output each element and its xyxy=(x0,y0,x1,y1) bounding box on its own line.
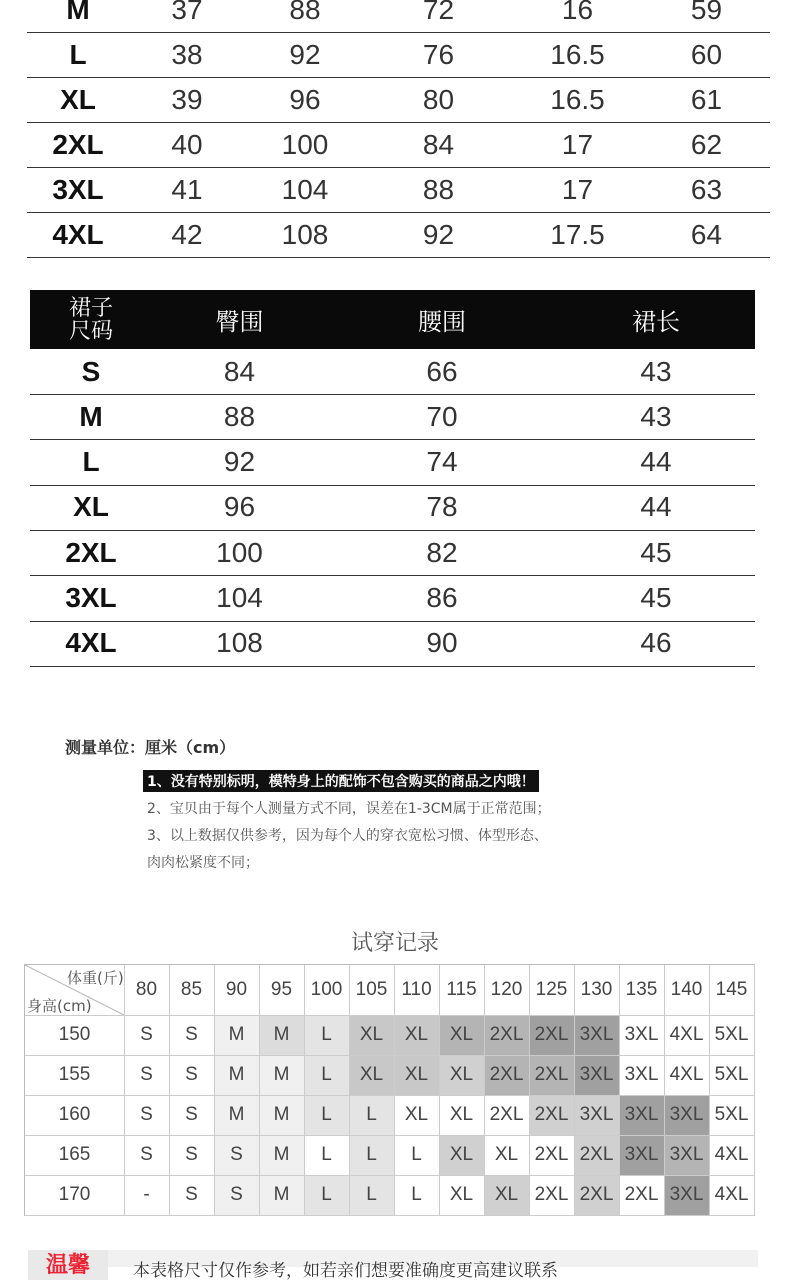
size-cell: M xyxy=(79,400,103,432)
size-record-cell: M xyxy=(259,1055,304,1095)
value-cell: 45 xyxy=(640,582,672,613)
table-row xyxy=(30,349,755,395)
size-record-cell: XL xyxy=(349,1015,394,1055)
value-cell: 45 xyxy=(640,536,672,568)
size-record-cell: L xyxy=(304,1135,349,1175)
table-row xyxy=(30,530,755,576)
size-record-cell: XL xyxy=(484,1175,529,1215)
size-record-cell: 3XL xyxy=(574,1055,619,1095)
value-cell: 100 xyxy=(216,536,263,568)
tips-text: 本表格尺寸仅作参考，如若亲们想要准确度更高建议联系 xyxy=(133,1261,558,1281)
size-record-cell: M xyxy=(259,1135,304,1175)
grid-line xyxy=(169,965,170,1215)
weight-header-cell: 130 xyxy=(580,979,613,1000)
value-cell: 84 xyxy=(422,128,455,160)
table-row xyxy=(30,440,755,486)
table-row xyxy=(27,32,770,78)
size-record-cell: 3XL xyxy=(619,1055,664,1095)
size-record-cell: 2XL xyxy=(619,1175,664,1215)
corner-cell xyxy=(25,965,124,1015)
size-record-cell: 3XL xyxy=(664,1175,709,1215)
size-record-cell: 5XL xyxy=(709,1055,754,1095)
grid-line xyxy=(619,965,620,1215)
weight-header-cell: 135 xyxy=(625,979,658,1000)
value-cell: 43 xyxy=(640,355,672,387)
size-record-cell: XL xyxy=(439,1015,484,1055)
note-line-3: 3、以上数据仅供参考，因为每个人的穿衣宽松习惯、体型形态、 xyxy=(147,828,548,844)
size-record-cell: L xyxy=(304,1095,349,1135)
value-cell: 74 xyxy=(426,446,458,478)
grid-line xyxy=(574,965,575,1215)
size-record-cell: M xyxy=(214,1015,259,1055)
size-record-cell: 2XL xyxy=(484,1055,529,1095)
size-record-cell: 2XL xyxy=(484,1095,529,1135)
value-cell: 82 xyxy=(426,536,458,568)
height-cell: 170 xyxy=(58,1184,91,1205)
size-record-cell: L xyxy=(349,1095,394,1135)
value-cell: 16 xyxy=(561,0,594,25)
value-cell: 37 xyxy=(171,0,203,25)
size-record-cell: XL xyxy=(349,1055,394,1095)
grid-line xyxy=(214,965,215,1215)
size-record-cell: XL xyxy=(439,1055,484,1095)
weight-header-cell: 110 xyxy=(401,979,432,1000)
grid-line xyxy=(754,965,755,1215)
size-record-cell: XL xyxy=(439,1175,484,1215)
weight-header-cell: 125 xyxy=(535,979,568,1000)
size-record-cell: 2XL xyxy=(574,1135,619,1175)
height-cell: 150 xyxy=(58,1024,91,1045)
weight-header-cell: 120 xyxy=(490,979,523,1000)
tips-bar xyxy=(28,1250,758,1281)
size-record-cell: L xyxy=(304,1055,349,1095)
table-row xyxy=(30,485,755,531)
hip-header: 臀围 xyxy=(215,308,264,336)
weight-header-cell: 100 xyxy=(310,979,343,1000)
size-record-cell: L xyxy=(394,1175,439,1215)
value-cell: 63 xyxy=(690,173,723,205)
value-cell: 104 xyxy=(281,173,329,205)
size-record-cell: 3XL xyxy=(664,1095,709,1135)
value-cell: 38 xyxy=(171,38,203,70)
value-cell: 59 xyxy=(690,0,723,25)
weight-header-cell: 140 xyxy=(670,979,703,1000)
size-record-cell: XL xyxy=(394,1015,439,1055)
value-cell: 42 xyxy=(171,218,203,250)
size-record-cell: S xyxy=(169,1055,214,1095)
grid-line xyxy=(529,965,530,1215)
size-record-cell: 2XL xyxy=(529,1055,574,1095)
value-cell: 88 xyxy=(289,0,321,25)
value-cell: 88 xyxy=(422,173,455,205)
size-record-cell: S xyxy=(169,1095,214,1135)
grid-line xyxy=(25,1015,754,1016)
note-line-2: 2、宝贝由于每个人测量方式不同，误差在1-3CM属于正常范围； xyxy=(147,801,551,817)
size-record-cell: M xyxy=(259,1015,304,1055)
size-record-cell: M xyxy=(259,1095,304,1135)
value-cell: 72 xyxy=(422,0,455,25)
grid-line xyxy=(25,1135,754,1136)
value-cell: 96 xyxy=(223,491,256,523)
size-record-cell: L xyxy=(394,1135,439,1175)
size-record-cell: XL xyxy=(394,1095,439,1135)
size-cell: 2XL xyxy=(65,536,117,568)
height-cell: 165 xyxy=(58,1144,91,1165)
size-record-cell: 2XL xyxy=(574,1175,619,1215)
size-record-cell: 3XL xyxy=(619,1095,664,1135)
size-record-cell: 3XL xyxy=(574,1095,619,1135)
value-cell: 80 xyxy=(422,83,455,115)
grid-line xyxy=(259,965,260,1215)
size-cell: 3XL xyxy=(52,173,104,205)
grid-line xyxy=(394,965,395,1215)
value-cell: 62 xyxy=(690,128,723,160)
table-row xyxy=(27,167,770,213)
value-cell: 86 xyxy=(426,582,458,613)
grid-line xyxy=(25,1095,754,1096)
value-cell: 92 xyxy=(422,218,455,250)
unit-label: 测量单位：厘米（cm） xyxy=(65,738,236,757)
value-cell: 39 xyxy=(171,83,203,115)
size-record-cell: S xyxy=(169,1135,214,1175)
size-record-cell: S xyxy=(124,1055,169,1095)
size-cell: M xyxy=(66,0,90,25)
grid-line xyxy=(124,965,125,1215)
value-cell: 61 xyxy=(690,83,723,115)
note-line-4: 肉肉松紧度不同； xyxy=(147,855,259,871)
size-record-cell: S xyxy=(214,1135,259,1175)
value-cell: 96 xyxy=(289,83,321,115)
note-line-1: 1、没有特别标明，模特身上的配饰不包含购买的商品之内哦！ xyxy=(143,770,539,792)
size-record-cell: S xyxy=(124,1015,169,1055)
value-cell: 40 xyxy=(171,128,203,160)
value-cell: 100 xyxy=(281,128,329,160)
value-cell: 16.5 xyxy=(550,38,605,70)
weight-header-cell: 85 xyxy=(180,979,203,1000)
weight-header-cell: 90 xyxy=(225,979,248,1000)
size-record-cell: L xyxy=(304,1175,349,1215)
size-cell: 3XL xyxy=(65,582,117,613)
size-record-cell: 3XL xyxy=(619,1135,664,1175)
grid-line xyxy=(439,965,440,1215)
size-record-cell: M xyxy=(259,1175,304,1215)
size-record-cell: 3XL xyxy=(664,1135,709,1175)
header-line: 裙子 xyxy=(68,295,113,321)
grid-line xyxy=(349,965,350,1215)
size-record-cell: 4XL xyxy=(664,1015,709,1055)
size-record-cell: L xyxy=(349,1135,394,1175)
weight-header-cell: 105 xyxy=(355,979,388,1000)
size-cell: 2XL xyxy=(52,128,104,160)
weight-header-cell: 80 xyxy=(135,979,158,1000)
size-record-cell: S xyxy=(214,1175,259,1215)
weight-header-cell: 145 xyxy=(715,979,748,1000)
size-record-cell: 4XL xyxy=(709,1175,754,1215)
size-record-cell: 5XL xyxy=(709,1095,754,1135)
value-cell: 64 xyxy=(690,218,723,250)
value-cell: 41 xyxy=(171,173,203,205)
value-cell: 104 xyxy=(216,582,263,613)
value-cell: 17 xyxy=(561,173,594,205)
size-record-cell: 2XL xyxy=(529,1175,574,1215)
size-cell: 4XL xyxy=(65,627,117,659)
grid-line xyxy=(25,1175,754,1176)
corner-weight-label: 体重(斤) xyxy=(67,969,124,987)
value-cell: 46 xyxy=(640,627,672,659)
size-cell: XL xyxy=(60,83,96,115)
size-cell: L xyxy=(69,38,87,70)
size-record-cell: M xyxy=(214,1055,259,1095)
table-row xyxy=(27,0,770,33)
value-cell: 17.5 xyxy=(550,218,605,250)
size-record-cell: 4XL xyxy=(664,1055,709,1095)
grid-line xyxy=(25,1215,754,1216)
trial-table xyxy=(24,964,755,1216)
grid-line xyxy=(25,1055,754,1056)
size-record-cell: 3XL xyxy=(619,1015,664,1055)
grid-line xyxy=(304,965,305,1215)
length-header: 裙长 xyxy=(632,308,680,336)
size-record-cell: M xyxy=(214,1095,259,1135)
value-cell: 92 xyxy=(223,446,256,478)
height-cell: 155 xyxy=(58,1064,91,1085)
size-record-cell: XL xyxy=(439,1095,484,1135)
value-cell: 88 xyxy=(223,400,256,432)
size-record-cell: 2XL xyxy=(529,1135,574,1175)
size-record-cell: 2XL xyxy=(529,1095,574,1135)
size-record-cell: S xyxy=(124,1135,169,1175)
size-record-cell: 5XL xyxy=(709,1015,754,1055)
size-record-cell: XL xyxy=(484,1135,529,1175)
value-cell: 78 xyxy=(426,491,458,523)
size-record-cell: 4XL xyxy=(709,1135,754,1175)
value-cell: 108 xyxy=(216,627,263,659)
skirt-size-header xyxy=(30,290,152,349)
value-cell: 76 xyxy=(422,38,455,70)
value-cell: 70 xyxy=(426,400,458,432)
value-cell: 92 xyxy=(289,38,321,70)
grid-line xyxy=(709,965,710,1215)
size-record-cell: 3XL xyxy=(574,1015,619,1055)
weight-header-cell: 115 xyxy=(446,979,477,1000)
grid-line xyxy=(664,965,665,1215)
value-cell: 43 xyxy=(640,400,672,432)
table-row xyxy=(30,394,755,440)
size-cell: L xyxy=(82,446,100,478)
value-cell: 17 xyxy=(561,128,594,160)
value-cell: 90 xyxy=(426,627,458,659)
size-record-cell: 2XL xyxy=(484,1015,529,1055)
value-cell: 16.5 xyxy=(550,83,605,115)
size-cell: S xyxy=(81,355,101,387)
grid-line xyxy=(484,965,485,1215)
corner-height-label: 身高(cm) xyxy=(27,997,92,1015)
table-row xyxy=(27,122,770,168)
height-cell: 160 xyxy=(58,1104,91,1125)
weight-header-cell: 95 xyxy=(270,979,293,1000)
tips-tag: 温馨 xyxy=(28,1250,108,1280)
skirt-table-header xyxy=(30,290,755,349)
table-row xyxy=(30,576,755,622)
size-record-cell: 2XL xyxy=(529,1015,574,1055)
value-cell: 66 xyxy=(426,355,458,387)
size-cell: 4XL xyxy=(52,218,104,250)
table-row xyxy=(27,212,770,258)
waist-header: 腰围 xyxy=(418,308,466,336)
size-record-cell: L xyxy=(349,1175,394,1215)
size-record-cell: - xyxy=(124,1175,169,1215)
trial-title: 试穿记录 xyxy=(350,931,439,956)
size-record-cell: XL xyxy=(394,1055,439,1095)
size-record-cell: S xyxy=(169,1175,214,1215)
size-record-cell: XL xyxy=(439,1135,484,1175)
value-cell: 44 xyxy=(640,491,672,523)
table-row xyxy=(30,621,755,667)
size-record-cell: L xyxy=(304,1015,349,1055)
table-row xyxy=(27,77,770,123)
header-line: 尺码 xyxy=(68,318,113,344)
value-cell: 44 xyxy=(640,446,672,478)
value-cell: 84 xyxy=(223,355,256,387)
size-record-cell: S xyxy=(124,1095,169,1135)
size-cell: XL xyxy=(73,491,109,523)
size-record-cell: S xyxy=(169,1015,214,1055)
value-cell: 60 xyxy=(690,38,723,70)
value-cell: 108 xyxy=(281,218,329,250)
